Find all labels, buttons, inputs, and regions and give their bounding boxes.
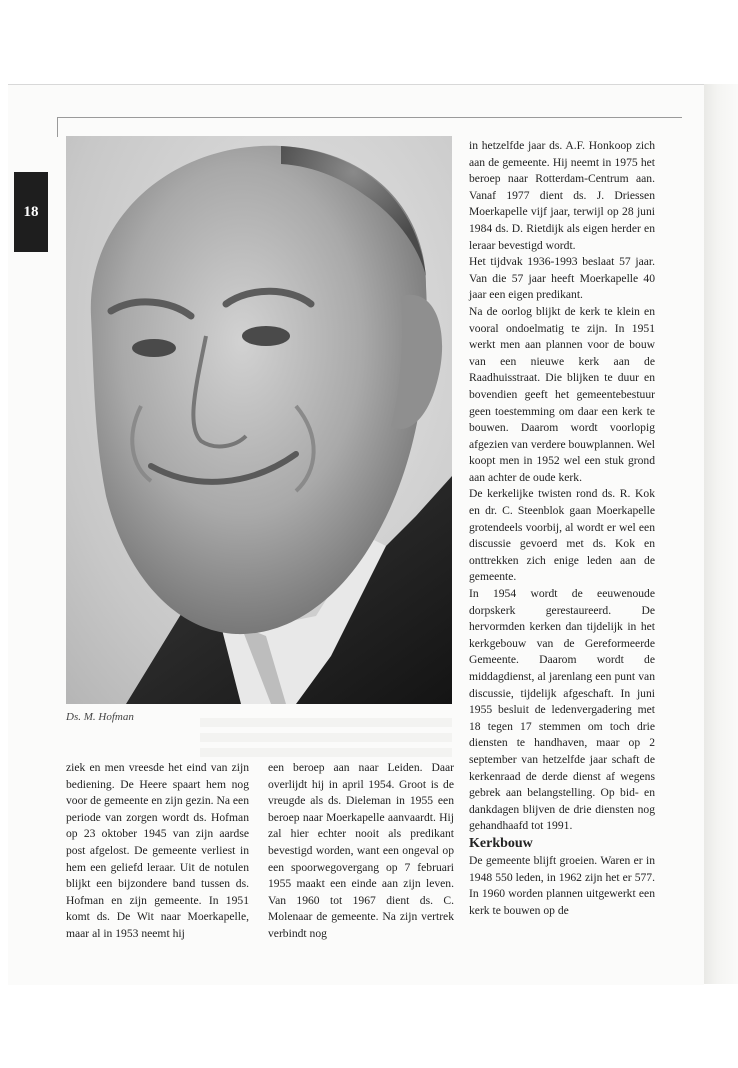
photo-caption: Ds. M. Hofman <box>66 711 134 723</box>
header-rule <box>57 117 682 118</box>
text-column-3 <box>469 138 655 919</box>
show-through-text <box>200 718 452 758</box>
page-number-tab <box>14 172 48 252</box>
section-heading: Kerkbouw <box>469 835 533 851</box>
paragraph: Na de oorlog blijkt de kerk te klein en vooral ondoelmatig te zijn. In 1951 werkt men aan plannen voor de bouw van een nieuwe kerk aan de Raadhuisstraat. Die blijken te duur en bovendien geeft het gemeentebestuur geen toestemming om daar een kerk te bouwen. Daarom wordt voorlopig afgezien van verdere bouwplannen. Wel koopt men in 1952 wel een stuk grond aan achter de oude kerk. <box>469 304 655 484</box>
paragraph: In 1954 wordt de eeuwenoude dorpskerk gerestaureerd. De hervormden kerken dan tijdelijk in het kerkgebouw van de Gereformeerde Gemeente. Daarom wordt de middagdienst, al jarenlang een punt van discussie, tijdelijk afgeschaft. In juni 1955 besluit de ledenvergadering met 18 tegen 17 stemmen om toch drie diensten te handhaven, maar op 2 september van hetzelfde jaar schaft de kerkenraad de derde dienst af wegens gebrek aan belangstelling. Op bid- en dankdagen blijven de drie diensten nog gehandhaafd tot 1991. <box>469 587 655 833</box>
paragraph: Het tijdvak 1936-1993 beslaat 57 jaar. Van die 57 jaar heeft Moerkapelle 40 jaar een eigen predikant. <box>469 255 655 302</box>
page-number: 18 <box>23 203 39 220</box>
paragraph: De gemeente blijft groeien. Waren er in 1948 550 leden, in 1962 zijn het er 577. In 1960 worden plannen uitgewerkt een kerk te bouwen op de <box>469 853 655 917</box>
header-rule-corner <box>57 117 58 137</box>
paragraph: in hetzelfde jaar ds. A.F. Honkoop zich aan de gemeente. Hij neemt in 1975 het beroep naar Rotterdam-Centrum aan. Vanaf 1977 dient ds. J. Driessen Moerkapelle vijf jaar, terwijl op 28 juni 1984 ds. D. Rietdijk als eigen herder en leraar bevestigd wordt. <box>469 139 655 252</box>
text-column-1 <box>66 760 249 943</box>
paragraph: De kerkelijke twisten rond ds. R. Kok en dr. C. Steenblok gaan Moerkapelle grotendeels voorbij, al wordt er wel een discussie gevoerd met ds. Kok en onttrekken zich enige leden aan de gemeente. <box>469 487 655 584</box>
portrait-photo <box>66 136 452 704</box>
text-column-2 <box>268 760 454 943</box>
paragraph: ziek en men vreesde het eind van zijn bediening. De Heere spaart hem nog voor de gemeente en zijn gezin. Na een periode van zorgen wordt ds. Hofman op 23 oktober 1945 van zijn aardse post afgelost. De gemeente verliest in hem een geliefd leraar. Uit de notulen blijkt een bijzondere band tussen ds. Hofman en zijn gemeente. In 1951 komt ds. De Wit naar Moerkapelle, maar al in 1953 neemt hij <box>66 761 249 940</box>
portrait-image <box>66 136 452 704</box>
paragraph: een beroep aan naar Leiden. Daar overlijdt hij in april 1954. Groot is de vreugde als ds. Dieleman in 1955 een beroep naar Moerkapelle aanvaardt. Hij zal hier echter nooit als predikant bevestigd worden, want een ongeval op een spoorwegovergang op 7 februari 1955 maakt een einde aan zijn leven. Van 1960 tot 1967 dient ds. C. Molenaar de gemeente. Na zijn vertrek verbindt nog <box>268 761 454 940</box>
page-edge-shadow <box>704 84 738 984</box>
